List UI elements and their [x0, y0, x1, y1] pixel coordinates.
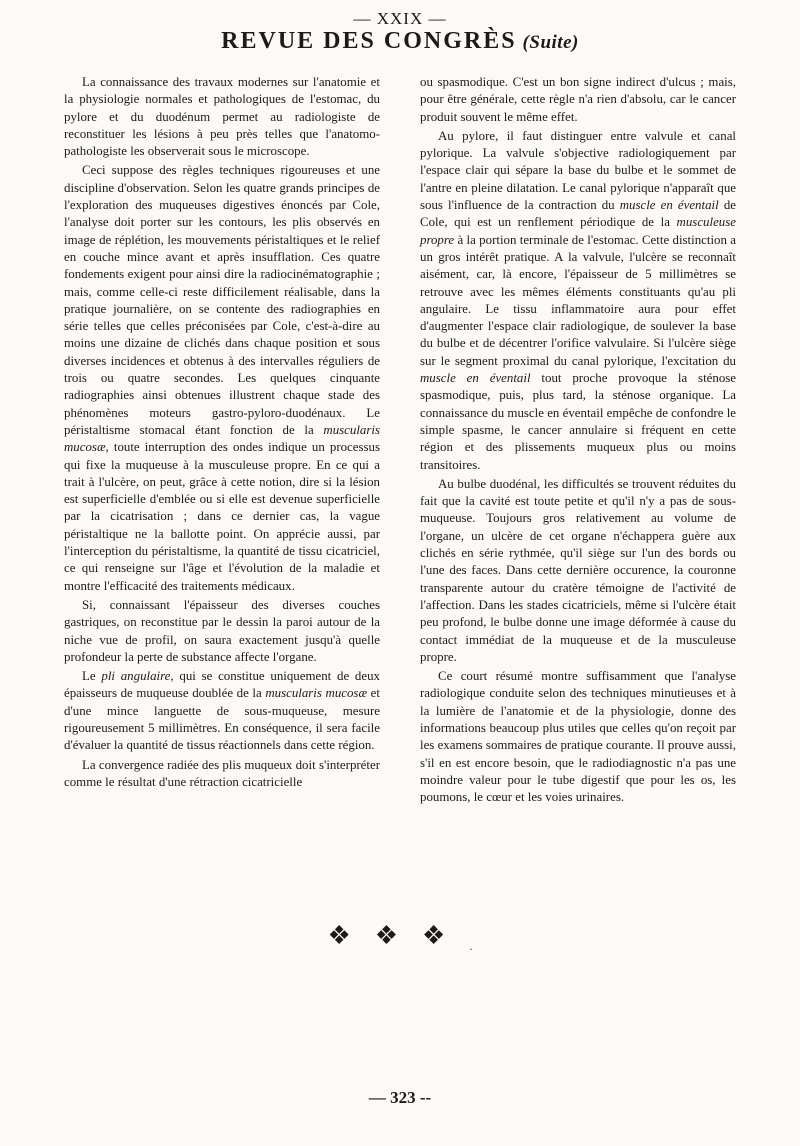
right-column [420, 74, 736, 808]
emphasis: muscle en éventail [619, 198, 719, 213]
title-suffix: (Suite) [522, 32, 579, 53]
paragraph: Ceci suppose des règles techniques rigoureuses et une discipline d'observation. Selon les quatre grands principes de l'exploration des muqueuses digestives énoncés par Cole, l'analyse doit porter sur les contours, les plis observés en image de réplétion, les mouvements péristaltiques et le relief en couche mince avant et après insufflation. Ces quatre fondements exigent pour ainsi dire la radiocinématographie ; mais, comme celle-ci reste difficilement réalisable, dans la pratique journalière, on se contente des radiographies en série telles que celles préconisées par Cole, c'est-à-dire au moins une dizaine de clichés dans chaque position et sous diverses incidences et obtenus à des intervalles réguliers de trois ou quatre secondes. Les quelques cinquante radiographies ainsi obtenues illustrent chaque stade des phénomènes moteurs gastro-pyloro-duodénaux. Le péristaltisme stomacal étant fonction de la muscularis mucosæ, toute interruption des ondes indique un processus qui fixe la muqueuse à la musculeuse propre. En ce qui a trait à l'ulcère, on peut, grâce à cette notion, dire si la lésion est superficielle d'emblée ou si elle est devenue superficielle par la cicatrisation ; dans ce dernier cas, la vague péristaltique ne la ballotte point. On apprécie aussi, par l'interception du péristaltisme, la quantité de tissu cicatriciel, ce qui renseigne sur l'âge et l'évolution de la maladie et montre l'efficacité des traitements médicaux. [64, 163, 380, 593]
paragraph: Si, connaissant l'épaisseur des diverses couches gastriques, on reconstitue par le dessin la paroi autour de la niche vue de profil, on saura exactement jusqu'à quelle profondeur la perte de substance affecte l'organe. [64, 597, 380, 664]
paragraph: Au bulbe duodénal, les difficultés se trouvent réduites du fait que la cavité est toute petite et qu'il n'y a pas de sous-muqueuse. Toujours gros relativement au volume de l'organe, un ulcère de cet organe n'échappera guère aux clichés en série rythmée, qu'il siège sur l'un des bords ou l'une des faces. Dans cette dernière occurence, la couronne transparente autour du cratère témoigne de l'activité de l'affection. Dans les stades cicatriciels, même si l'ulcère était peu profond, le bulbe donne une image déformée à cause du contact immédiat de la muqueuse et de la musculeuse propre. [420, 476, 736, 664]
running-head: — XXIX — [353, 9, 447, 28]
page-number: — 323 -- [368, 1088, 432, 1107]
paragraph: Au pylore, il faut distinguer entre valvule et canal pylorique. La valvule s'objective radiologiquement par l'espace clair qui sépare la base du bulbe et le sommet de l'antre en pleine dilatation. Le canal pylorique n'apparaît que sous l'influence de la contraction du muscle en éventail de Cole, qui est un renflement périodique de la musculeuse propre à la portion terminale de l'estomac. Cette distinction a un gros intérêt pratique. A la valvule, l'ulcère se reconnaît aisément, car, là encore, l'épaisseur de 5 millimètres se retrouve avec les mêmes éléments constituants qu'au pli angulaire. Le tissu inflammatoire aura pour effet d'augmenter l'espace clair radiologique, de soulever la base du bulbe et de décentrer l'orifice valvulaire. Si l'ulcère siège sur le segment proximal du canal pylorique, l'excitation du muscle en éventail tout proche provoque la sténose spasmodique, puis, plus tard, la sténose organique. La connaissance du muscle en éventail empêche de confondre le simple spasme, le cancer annulaire si fréquent en cette région et des plissements muqueux plus ou moins transitoires. [420, 128, 736, 472]
emphasis: musculeuse propre [420, 215, 736, 247]
emphasis: muscle en éventail [420, 371, 531, 386]
emphasis: pli angulaire [101, 669, 171, 684]
paragraph: Ce court résumé montre suffisamment que l'analyse radiologique conduite selon des techniques minutieuses et à la lumière de l'anatomie et de la physiologie, donne des informations beaucoup plus utiles que celles qu'on reçoit par les examens sommaires de pratique courante. Il prouve aussi, s'il en est encore besoin, que le radiodiagnostic n'a pas une moindre valeur pour le tube digestif que pour les os, les poumons, le cœur et les voies urinaires. [420, 669, 736, 805]
emphasis: muscularis mucosæ [64, 422, 380, 455]
fleuron-icon: ❖❖❖ [327, 921, 470, 951]
title-text: REVUE DES CONGRÈS [221, 28, 517, 54]
paragraph: La connaissance des travaux modernes sur l'anatomie et la physiologie normales et pathologiques de l'estomac, du pylore et du duodénum permet au radiologiste de reconstituer les lésions à peu près telles que l'anatomo-pathologiste les observerait sous le microscope. [64, 75, 380, 159]
ornament-fleurons [0, 921, 800, 953]
paragraph: ou spasmodique. C'est un bon signe indirect d'ulcus ; mais, pour être générale, cette règle n'a rien d'absolu, car le cancer produit souvent le même effet. [420, 75, 736, 124]
emphasis: muscularis mucosæ [265, 686, 368, 701]
ornament-dot: . [469, 942, 473, 953]
left-column [64, 74, 380, 793]
paragraph: Le pli angulaire, qui se constitue uniquement de deux épaisseurs de muqueuse doublée de la muscularis mucosæ et d'une mince languette de sous-muqueuse, mesure rigoureusement 5 millimètres. En conséquence, il sera facile d'évaluer la quantité de tissus réactionnels dans cette région. [64, 669, 380, 753]
paragraph: La convergence radiée des plis muqueux doit s'interpréter comme le résultat d'une rétraction cicatricielle [64, 757, 380, 789]
page-title [0, 28, 800, 55]
